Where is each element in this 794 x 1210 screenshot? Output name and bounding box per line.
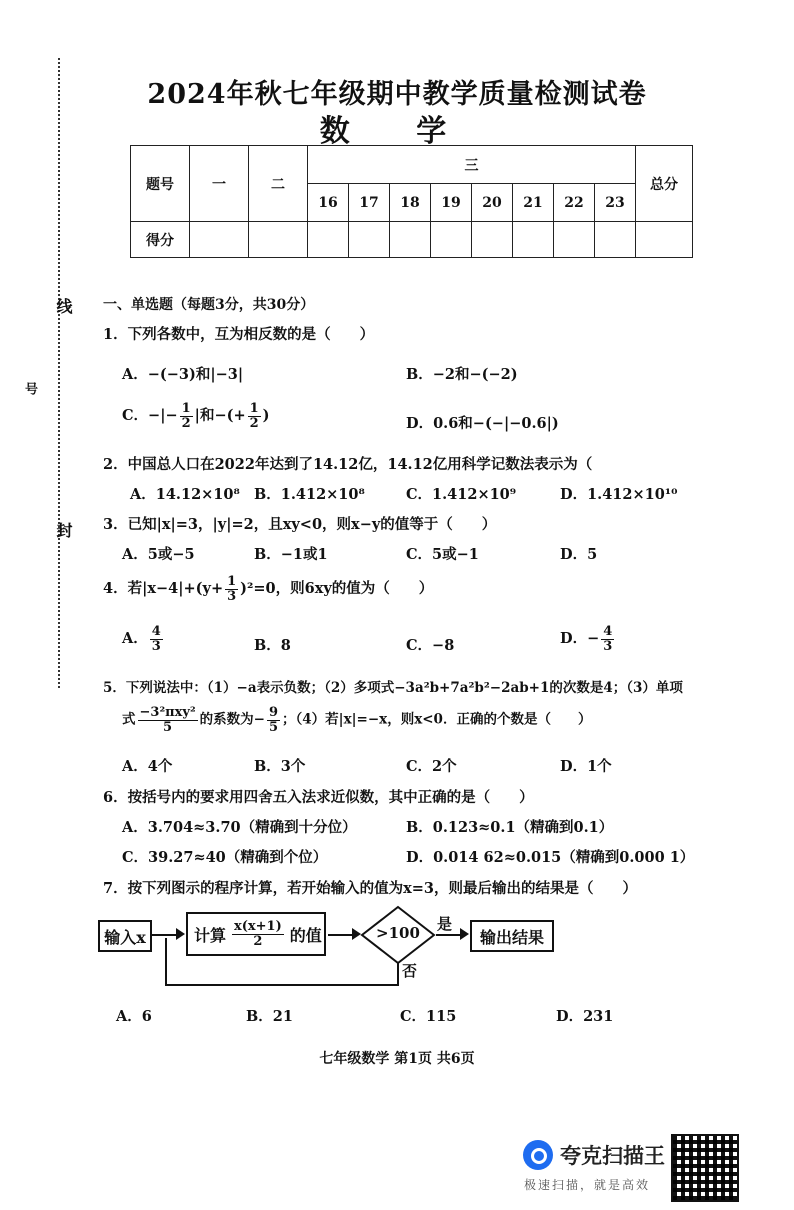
q6-option-b: B．0.123≈0.1（精确到0.1） bbox=[406, 819, 614, 836]
binding-char-number: 号 bbox=[22, 382, 37, 395]
score-cell bbox=[249, 222, 308, 258]
score-cell bbox=[595, 222, 636, 258]
flow-calc-post: 的值 bbox=[289, 925, 322, 945]
q1-option-b: B．−2和−(−2) bbox=[406, 366, 518, 383]
score-sub-col: 23 bbox=[595, 184, 636, 222]
fraction bbox=[180, 402, 193, 430]
q4-stem-post: )²=0，则6xy的值为（ ） bbox=[240, 580, 434, 598]
exam-title: 2024年秋七年级期中教学质量检测试卷 bbox=[147, 79, 647, 110]
score-cell bbox=[472, 222, 513, 258]
q1-c-pre: C．−|− bbox=[122, 407, 178, 425]
subject-title: 数 学 bbox=[319, 114, 475, 149]
fraction-num: 4 bbox=[603, 624, 613, 639]
q6-option-d: D．0.014 62≈0.015（精确到0.000 1） bbox=[406, 849, 695, 866]
q3-option-b: B．−1或1 bbox=[254, 546, 328, 563]
fraction-den: 5 bbox=[163, 719, 173, 735]
fraction-num: x(x+1) bbox=[234, 918, 282, 934]
flow-yes-label: 是 bbox=[437, 915, 453, 933]
score-table bbox=[130, 145, 693, 258]
q1-c-mid: |和−(+ bbox=[194, 407, 246, 425]
fraction bbox=[267, 706, 280, 734]
fraction-num: 9 bbox=[268, 705, 279, 720]
fraction bbox=[150, 625, 163, 653]
q2-option-b: B．1.412×10⁸ bbox=[254, 486, 365, 503]
q4-option-a bbox=[122, 625, 165, 653]
score-sub-col: 22 bbox=[554, 184, 595, 222]
flow-no-label: 否 bbox=[402, 962, 418, 980]
q3-stem: 3．已知|x|=3，|y|=2，且xy<0，则x−y的值等于（ ） bbox=[103, 516, 497, 533]
arrow-head-icon bbox=[460, 928, 469, 940]
score-cell bbox=[431, 222, 472, 258]
q7-option-b: B．21 bbox=[246, 1008, 293, 1025]
fraction-num: 1 bbox=[181, 401, 191, 416]
q6-option-a: A．3.704≈3.70（精确到十分位） bbox=[122, 819, 357, 836]
flow-input-box: 输入x bbox=[98, 920, 152, 952]
score-sub-col: 20 bbox=[472, 184, 513, 222]
score-sub-col: 16 bbox=[308, 184, 349, 222]
q3-option-d: D．5 bbox=[560, 546, 598, 563]
fraction-num: −3²πxy² bbox=[139, 705, 196, 720]
q7-option-a: A．6 bbox=[116, 1008, 152, 1025]
fraction-den: 3 bbox=[603, 638, 613, 654]
score-total-label: 总分 bbox=[636, 146, 693, 222]
q5-option-a: A．4个 bbox=[122, 758, 173, 775]
q2-option-d: D．1.412×10¹⁰ bbox=[560, 486, 678, 503]
score-sub-col: 17 bbox=[349, 184, 390, 222]
section-heading: 一、单选题（每题3分，共30分） bbox=[103, 297, 315, 313]
q4-d-label: D．− bbox=[560, 630, 600, 648]
page-footer: 七年级数学 第1页 共6页 bbox=[319, 1051, 475, 1067]
q1-option-d: D．0.6和−(−|−0.6|) bbox=[406, 415, 559, 432]
q7-option-c: C．115 bbox=[400, 1008, 457, 1025]
score-col-1: 一 bbox=[190, 146, 249, 222]
flow-condition: >100 bbox=[376, 924, 420, 942]
q5-line2-post: ；（4）若|x|=−x，则x<0．正确的个数是（ ） bbox=[282, 711, 592, 728]
arrow-head-icon bbox=[176, 928, 185, 940]
q5-line2-mid: 的系数为− bbox=[199, 711, 265, 728]
q2-stem: 2．中国总人口在2022年达到了14.12亿，14.12亿用科学记数法表示为（ bbox=[103, 456, 593, 473]
score-cell bbox=[554, 222, 595, 258]
q4-option-c: C．−8 bbox=[406, 637, 455, 654]
flow-calc-box bbox=[186, 912, 326, 956]
fraction-num: 1 bbox=[227, 574, 237, 589]
score-cell bbox=[190, 222, 249, 258]
q7-option-d: D．231 bbox=[556, 1008, 614, 1025]
q5-line2 bbox=[122, 706, 591, 734]
q4-option-b: B．8 bbox=[254, 637, 291, 654]
fraction-num: 4 bbox=[151, 624, 161, 639]
binding-char-line: 线 bbox=[54, 298, 73, 314]
q7-stem: 7．按下列图示的程序计算，若开始输入的值为x=3，则最后输出的结果是（ ） bbox=[103, 880, 637, 897]
qr-code-icon bbox=[671, 1134, 739, 1202]
fraction-den: 3 bbox=[227, 588, 237, 604]
binding-dotted-line bbox=[58, 58, 60, 688]
score-sub-col: 19 bbox=[431, 184, 472, 222]
binding-char-seal: 封 bbox=[54, 522, 73, 538]
q3-option-a: A．5或−5 bbox=[122, 546, 195, 563]
fraction bbox=[138, 706, 198, 734]
q6-stem: 6．按括号内的要求用四舍五入法求近似数，其中正确的是（ ） bbox=[103, 789, 534, 806]
scanner-slogan: 极速扫描，就是高效 bbox=[524, 1178, 651, 1192]
q6-option-c: C．39.27≈40（精确到个位） bbox=[122, 849, 328, 866]
fraction bbox=[248, 402, 261, 430]
score-cell bbox=[390, 222, 431, 258]
q1-option-a: A．−(−3)和|−3| bbox=[122, 366, 244, 383]
flow-loop-line bbox=[397, 962, 399, 986]
q5-line1: 5．下列说法中：（1）−a表示负数；（2）多项式−3a²b+7a²b²−2ab+1的次数是4；（3）单项 bbox=[103, 680, 683, 696]
flow-loop-line bbox=[165, 984, 399, 986]
fraction-den: 2 bbox=[181, 415, 191, 431]
score-row-label-2: 得分 bbox=[131, 222, 190, 258]
q1-option-c bbox=[122, 402, 270, 430]
fraction-den: 5 bbox=[268, 719, 279, 735]
q4-stem bbox=[103, 575, 433, 603]
fraction bbox=[225, 575, 238, 603]
q5-option-c: C．2个 bbox=[406, 758, 457, 775]
score-cell bbox=[349, 222, 390, 258]
fraction-den: 3 bbox=[151, 638, 161, 654]
q4-option-d bbox=[560, 625, 616, 653]
q5-option-d: D．1个 bbox=[560, 758, 612, 775]
flow-output-box: 输出结果 bbox=[470, 920, 554, 952]
score-cell bbox=[636, 222, 693, 258]
fraction bbox=[232, 920, 284, 948]
flow-calc-pre: 计算 bbox=[194, 925, 227, 945]
score-cell bbox=[513, 222, 554, 258]
q5-line2-pre: 式 bbox=[122, 711, 136, 728]
score-col-3: 三 bbox=[308, 146, 636, 184]
fraction-den: 2 bbox=[249, 415, 259, 431]
q1-c-post: ) bbox=[262, 407, 270, 425]
q3-option-c: C．5或−1 bbox=[406, 546, 479, 563]
score-cell bbox=[308, 222, 349, 258]
q4-stem-pre: 4．若|x−4|+(y+ bbox=[103, 580, 224, 598]
q1-stem: 1．下列各数中，互为相反数的是（ ） bbox=[103, 326, 375, 343]
flow-loop-line bbox=[165, 938, 167, 986]
fraction bbox=[601, 625, 614, 653]
q5-option-b: B．3个 bbox=[254, 758, 306, 775]
q2-option-a: A．14.12×10⁸ bbox=[130, 486, 240, 503]
score-sub-col: 18 bbox=[390, 184, 431, 222]
fraction-num: 1 bbox=[249, 401, 259, 416]
fraction-den: 2 bbox=[253, 933, 263, 949]
score-col-2: 二 bbox=[249, 146, 308, 222]
score-sub-col: 21 bbox=[513, 184, 554, 222]
score-row-label: 题号 bbox=[131, 146, 190, 222]
q2-option-c: C．1.412×10⁹ bbox=[406, 486, 517, 503]
scanner-app-name: 夸克扫描王 bbox=[560, 1144, 665, 1168]
quark-logo-icon bbox=[523, 1140, 553, 1170]
q4-a-label: A． bbox=[122, 630, 148, 648]
